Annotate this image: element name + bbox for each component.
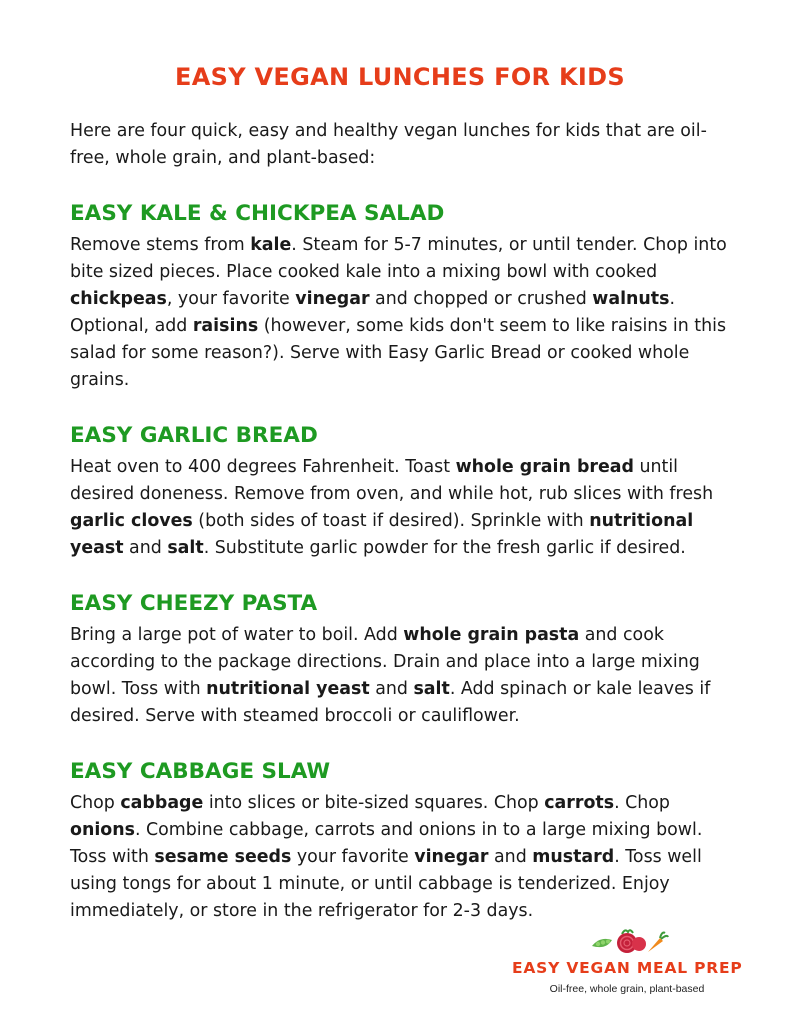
ingredient-highlight: vinegar <box>295 289 370 309</box>
ingredient-highlight: garlic cloves <box>70 511 193 531</box>
body-text: (however, some kids don't seem to like raisins in this salad for some reason?). Serve with Easy Garlic Bread or cooked whole grains. <box>70 316 727 390</box>
body-text: . Toss well using tongs for about 1 minute, or until cabbage is tenderized. Enjoy immediately, or store in the refrigerator for 2-3 days. <box>70 847 702 921</box>
brand-tagline: Oil-free, whole grain, plant-based <box>549 983 705 995</box>
body-text: Chop <box>70 793 121 813</box>
brand-name: EASY VEGAN MEAL PREP <box>512 959 743 977</box>
body-text: Bring a large pot of water to boil. Add <box>70 625 404 645</box>
section-body <box>70 232 730 394</box>
ingredient-highlight: raisins <box>192 316 259 336</box>
ingredient-highlight: salt <box>167 538 204 558</box>
body-text: until desired doneness. Remove from oven, and while hot, rub slices with fresh <box>70 457 714 504</box>
body-text: and cook according to the package directions. Drain and place into a large mixing bowl. Toss with <box>70 625 700 699</box>
ingredient-highlight: cabbage <box>120 793 204 813</box>
ingredient-highlight: walnuts <box>592 289 670 309</box>
ingredient-highlight: nutritional yeast <box>70 511 694 558</box>
recipe-section <box>70 758 730 925</box>
body-text: , your favorite <box>166 289 296 309</box>
section-heading: EASY GARLIC BREAD <box>70 423 318 448</box>
carrot-icon <box>648 933 668 952</box>
ingredient-highlight: vinegar <box>414 847 489 867</box>
section-body <box>70 790 730 925</box>
ingredient-highlight: kale <box>250 235 292 255</box>
body-text: Heat oven to 400 degrees Fahrenheit. Toast <box>70 457 456 477</box>
ingredient-highlight: chickpeas <box>70 289 167 309</box>
ingredient-highlight: whole grain bread <box>455 457 634 477</box>
section-heading: EASY CABBAGE SLAW <box>70 759 331 784</box>
body-text: and <box>369 679 414 699</box>
section-heading: EASY CHEEZY PASTA <box>70 591 318 616</box>
body-text: . Combine cabbage, carrots and onions in to a large mixing bowl. Toss with <box>70 820 703 867</box>
ingredient-highlight: sesame seeds <box>154 847 292 867</box>
document-page <box>70 62 730 953</box>
recipe-section <box>70 200 730 394</box>
body-text: and <box>123 538 168 558</box>
body-text: . Chop <box>614 793 670 813</box>
ingredient-highlight: salt <box>413 679 450 699</box>
ingredient-highlight: mustard <box>532 847 615 867</box>
section-body <box>70 622 730 730</box>
ingredient-highlight: carrots <box>544 793 615 813</box>
body-text: into slices or bite-sized squares. Chop <box>203 793 545 813</box>
body-text: . Add spinach or kale leaves if desired. Serve with steamed broccoli or cauliflower. <box>70 679 711 726</box>
body-text: your favorite <box>291 847 415 867</box>
ingredient-highlight: whole grain pasta <box>403 625 580 645</box>
body-text: . Optional, add <box>70 289 676 336</box>
beet-icon <box>617 930 646 953</box>
body-text: . Steam for 5-7 minutes, or until tender. Chop into bite sized pieces. Place cooked kale into a mixing bowl with cooked <box>70 235 727 282</box>
recipe-section <box>70 422 730 562</box>
brand-logo <box>512 928 742 956</box>
body-text: Remove stems from <box>70 235 251 255</box>
page-title: EASY VEGAN LUNCHES FOR KIDS <box>175 63 625 91</box>
peas-icon <box>592 939 612 947</box>
body-text: and chopped or crushed <box>369 289 593 309</box>
intro-paragraph: Here are four quick, easy and healthy vegan lunches for kids that are oil-free, whole grain, and plant-based: <box>70 121 707 168</box>
body-text: . Substitute garlic powder for the fresh garlic if desired. <box>203 538 686 558</box>
body-text: (both sides of toast if desired). Sprinkle with <box>192 511 590 531</box>
ingredient-highlight: onions <box>70 820 135 840</box>
brand-footer <box>512 928 742 996</box>
recipe-section <box>70 590 730 730</box>
section-body <box>70 454 730 562</box>
ingredient-highlight: nutritional yeast <box>206 679 370 699</box>
section-heading: EASY KALE & CHICKPEA SALAD <box>70 201 445 226</box>
recipe-sections <box>70 200 730 925</box>
body-text: and <box>488 847 533 867</box>
